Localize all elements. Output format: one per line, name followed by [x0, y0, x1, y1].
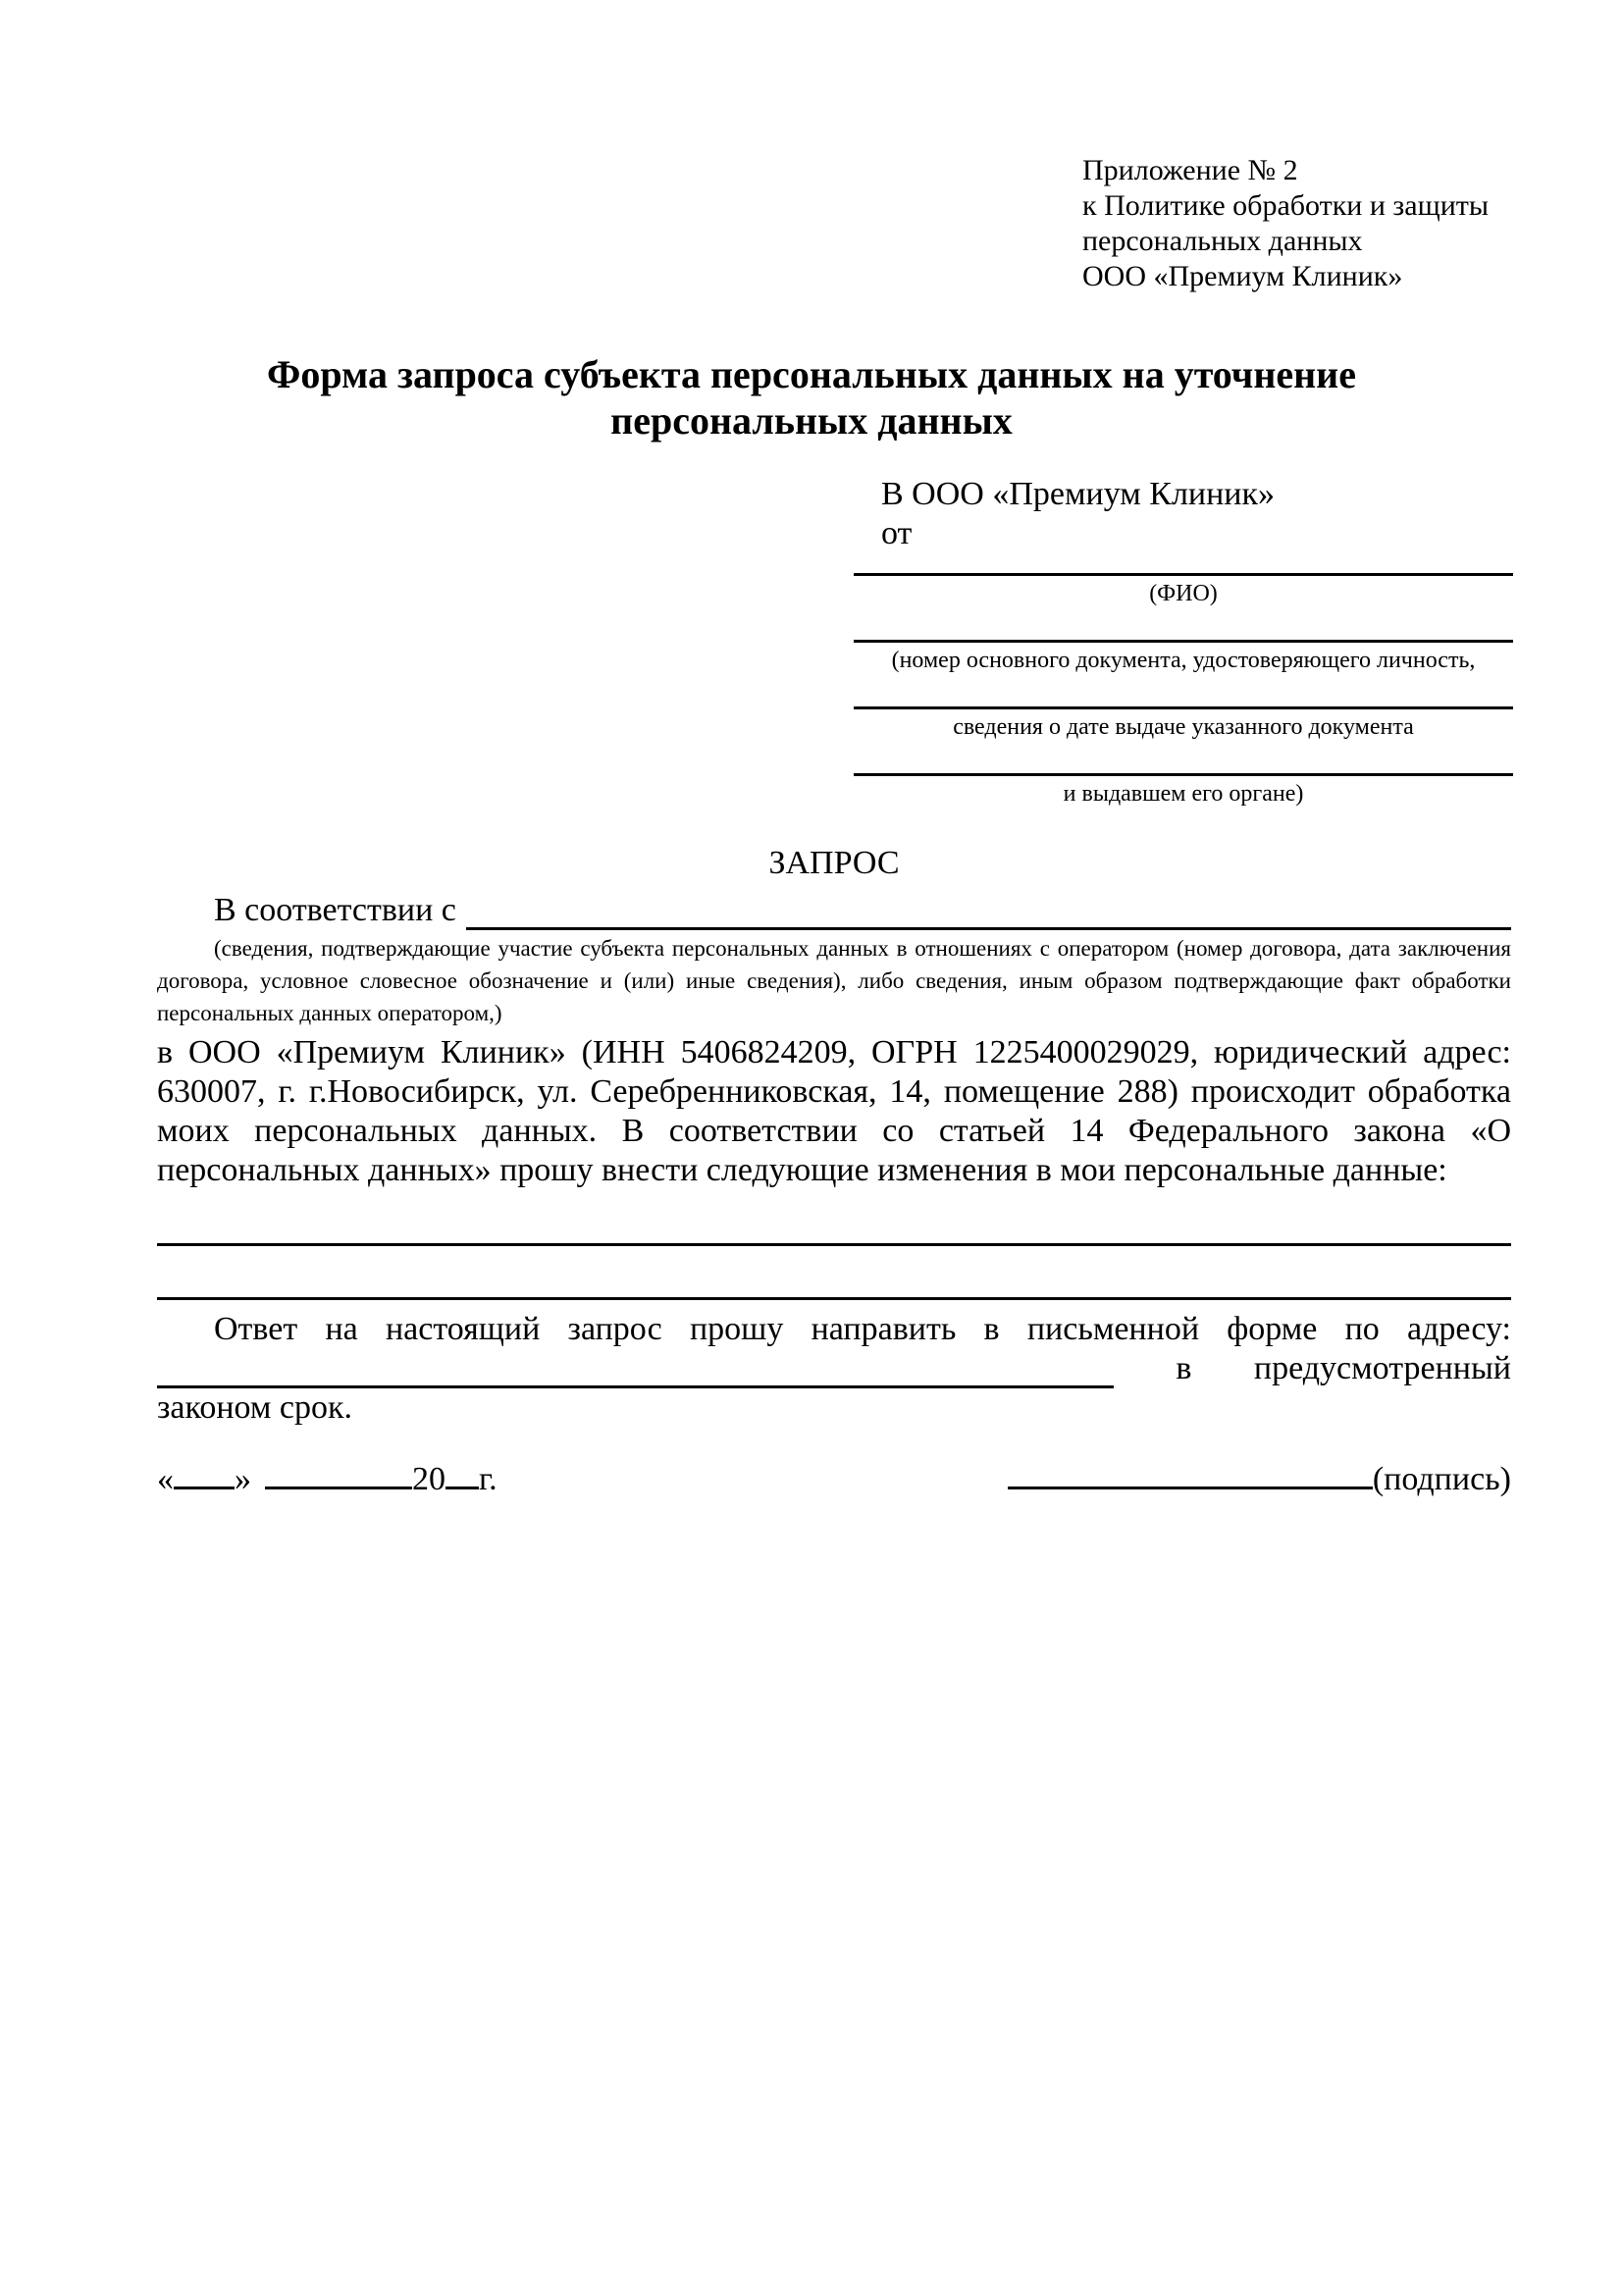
request-section — [157, 844, 1511, 1499]
issuer-field — [854, 754, 1513, 809]
appendix-line: персональных данных — [1082, 225, 1363, 257]
month-fill-line — [265, 1457, 412, 1489]
day-fill-line — [174, 1457, 235, 1489]
quote-close: » — [235, 1461, 251, 1497]
request-heading: ЗАПРОС — [768, 845, 900, 881]
reply-line-2 — [157, 1349, 1511, 1388]
reply-word-period: предусмотренный — [1253, 1350, 1511, 1386]
date-signature-row — [157, 1457, 1511, 1499]
fio-field — [854, 553, 1513, 608]
quote-open: « — [157, 1461, 174, 1497]
date-line — [157, 1457, 497, 1499]
reply-word-in: в — [1176, 1350, 1192, 1386]
appendix-block — [1082, 153, 1489, 294]
issue-date-field — [854, 687, 1513, 742]
year-prefix: 20 — [412, 1461, 445, 1497]
lead-in-fill-line — [466, 894, 1511, 930]
doc-number-caption: (номер основного документа, удостоверяющего личность, — [891, 648, 1476, 673]
issuer-fill-line — [854, 754, 1513, 776]
fio-fill-line — [854, 553, 1513, 576]
body-paragraph: в ООО «Премиум Клиник» (ИНН 5406824209, ОГРН 1225400029029, юридический адрес: 630007, г. г.Новосибирск, ул. Серебренниковская, 14, помещение 288) происходит обработка моих персональных данных. В соответствии со статьей 14 Федерального закона «О персональных данных» прошу внести следующие изменения в мои персональные данные: — [157, 1034, 1511, 1188]
appendix-line: ООО «Премиум Клиник» — [1082, 260, 1403, 292]
doc-number-field — [854, 620, 1513, 675]
addressee-block — [854, 475, 1513, 820]
doc-number-fill-line — [854, 620, 1513, 643]
issue-date-fill-line — [854, 687, 1513, 709]
signature-caption: (подпись) — [1372, 1461, 1511, 1497]
issuer-caption: и выдавшем его органе) — [1063, 781, 1304, 807]
changes-fill-line-1 — [157, 1204, 1511, 1246]
year-suffix: г. — [479, 1461, 497, 1497]
signature-fill-line — [1008, 1457, 1373, 1489]
changes-fill-line-2 — [157, 1246, 1511, 1300]
lead-in-line — [157, 891, 1511, 930]
issue-date-caption: сведения о дате выдаче указанного документа — [953, 714, 1414, 740]
document-title: Форма запроса субъекта персональных данных на уточнение персональных данных — [267, 352, 1356, 443]
appendix-line: к Политике обработки и защиты — [1082, 189, 1490, 222]
fio-caption: (ФИО) — [1149, 581, 1218, 606]
addressee-org-line: В ООО «Премиум Клиник» — [881, 476, 1276, 512]
signature-line — [1008, 1457, 1511, 1499]
lead-in-text: В соответствии с — [214, 892, 456, 928]
appendix-line: Приложение № 2 — [1082, 154, 1298, 186]
reply-line-3: законом срок. — [157, 1389, 352, 1426]
year-fill-line — [445, 1457, 479, 1489]
reply-line-1: Ответ на настоящий запрос прошу направить в письменной форме по адресу: — [214, 1311, 1511, 1347]
address-fill-line — [157, 1352, 1114, 1388]
lead-in-caption: (сведения, подтверждающие участие субъекта персональных данных в отношениях с оператором (номер договора, дата заключения договора, условное словесное обозначение и (или) иные сведения), либо сведения, иным образом подтверждающие факт обработки персональных данных оператором,) — [157, 936, 1511, 1025]
addressee-from-label: от — [881, 515, 913, 551]
